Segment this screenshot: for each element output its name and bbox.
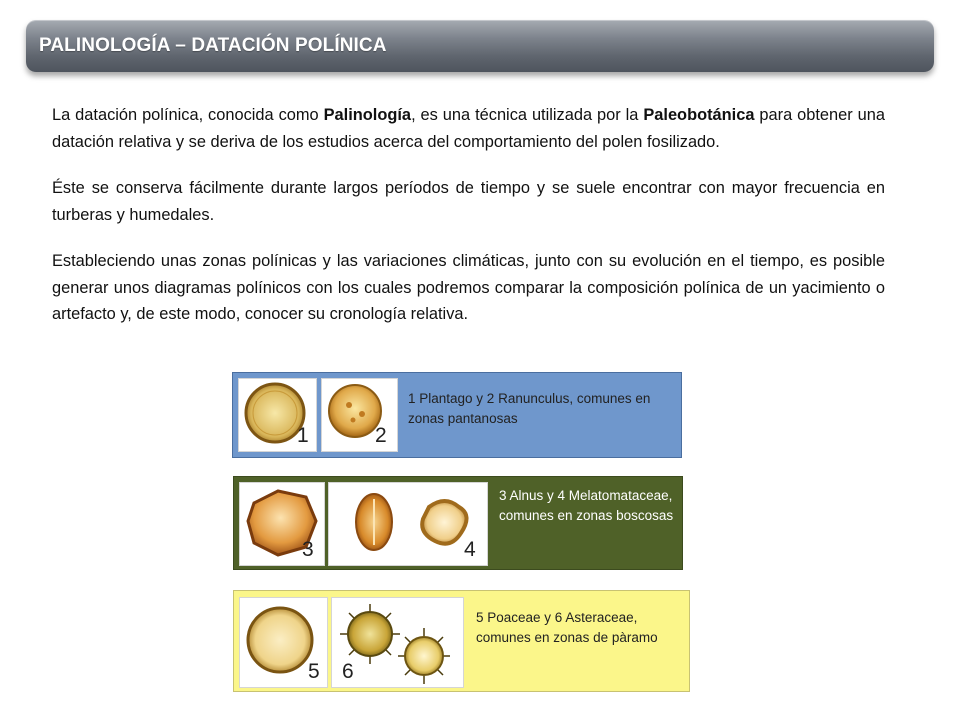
- label-2: 2: [375, 424, 387, 447]
- caption-line: comunes en zonas boscosas: [499, 508, 674, 523]
- label-6: 6: [342, 660, 354, 683]
- caption-line: zonas pantanosas: [408, 411, 518, 426]
- p1-text-2: , es una técnica utilizada por la: [411, 106, 644, 124]
- label-3: 3: [302, 538, 314, 561]
- figure-panel-wetland: [232, 372, 682, 458]
- label-5: 5: [308, 660, 320, 683]
- pollen-image-5: [239, 597, 328, 688]
- pollen-image-2: [321, 378, 398, 452]
- p1-text-1: La datación polínica, conocida como: [52, 106, 324, 124]
- term-paleobotanica: Paleobotánica: [643, 106, 755, 124]
- caption-line: comunes en zonas de pàramo: [476, 630, 658, 645]
- paragraph-1: [52, 102, 885, 155]
- figure-caption-forest: [499, 486, 673, 526]
- label-1: 1: [297, 424, 309, 447]
- pollen-image-4: [328, 482, 488, 566]
- figure-caption-paramo: [476, 608, 658, 648]
- figure-caption-wetland: [408, 389, 650, 429]
- figure-panel-forest: [233, 476, 683, 570]
- pollen-image-1: [238, 378, 317, 452]
- paragraph-2: Éste se conserva fácilmente durante largos períodos de tiempo y se suele encontrar con mayor frecuencia en turberas y humedales.: [52, 179, 885, 224]
- title-bar: [26, 20, 934, 72]
- caption-line: 1 Plantago y 2 Ranunculus, comunes en: [408, 391, 651, 406]
- main-text: [52, 102, 885, 348]
- pollen-image-6: [331, 597, 464, 688]
- page-title: PALINOLOGÍA – DATACIÓN POLÍNICA: [39, 35, 387, 56]
- caption-line: 5 Poaceae y 6 Asteraceae,: [476, 610, 638, 625]
- caption-line: 3 Alnus y 4 Melatomataceae,: [499, 488, 673, 503]
- p1-text-3: para obtener una datación relativa y se deriva de los estudios acerca del comportamiento del polen fosilizado.: [52, 106, 886, 151]
- term-palinologia: Palinología: [323, 106, 412, 124]
- figure-panel-paramo: [233, 590, 690, 692]
- paragraph-3: Estableciendo unas zonas polínicas y las variaciones climáticas, junto con su evolución en el tiempo, es posible generar unos diagramas polínicos con los cuales podremos comparar la composición polínica de un yacimiento o artefacto y, de este modo, conocer su cronología relativa.: [52, 252, 885, 323]
- pollen-image-3: [239, 482, 325, 566]
- label-4: 4: [464, 538, 476, 561]
